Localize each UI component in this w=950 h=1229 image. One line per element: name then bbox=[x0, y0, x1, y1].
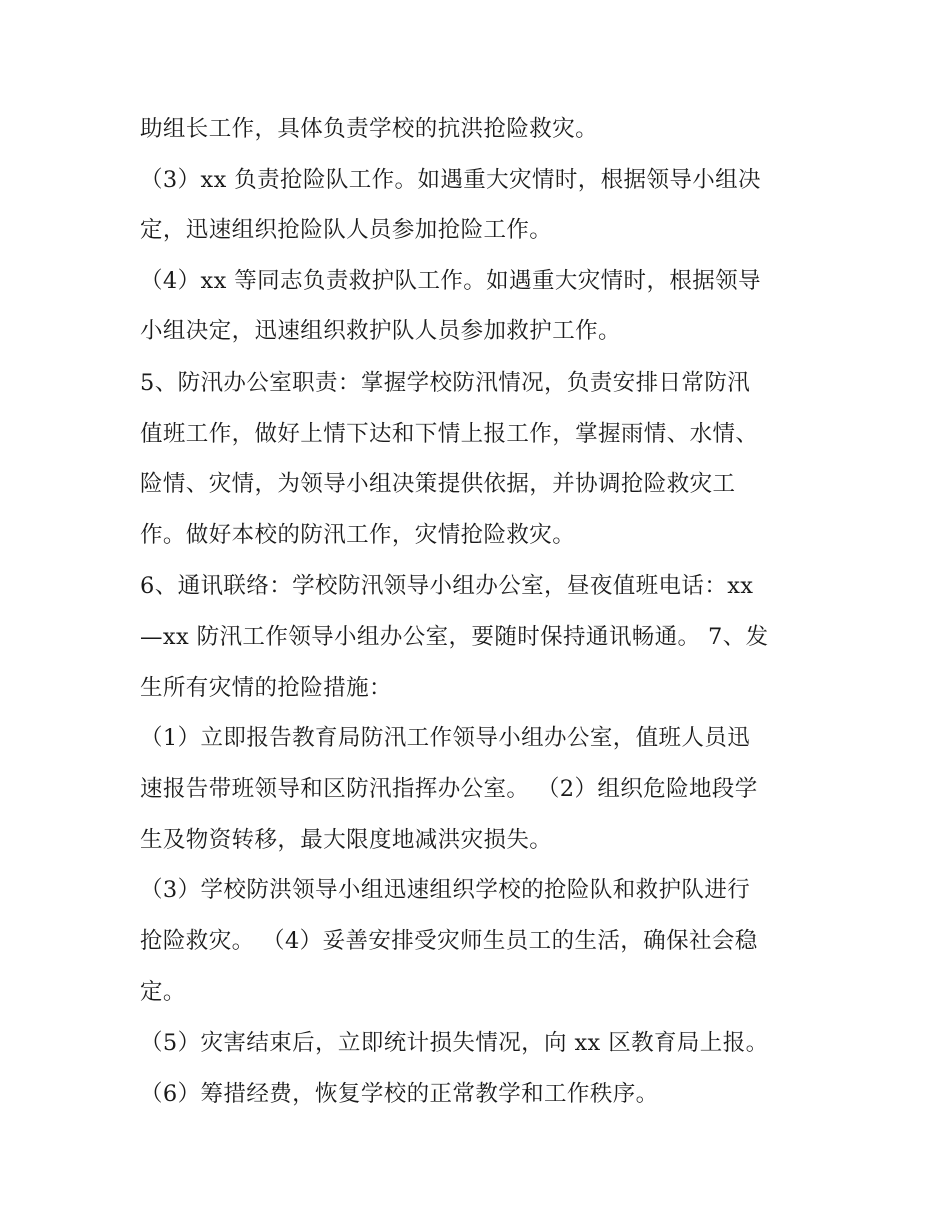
text-line-10: 6、通讯联络：学校防汛领导小组办公室，昼夜值班电话：xx bbox=[140, 573, 754, 599]
text-line-5: 小组决定，迅速组织救护队人员参加救护工作。 bbox=[140, 318, 621, 344]
text-line-7: 值班工作，做好上情下达和下情上报工作，掌握雨情、水情、 bbox=[140, 421, 759, 447]
text-line-16: （3）学校防洪领导小组迅速组织学校的抢险队和救护队进行 bbox=[140, 877, 751, 903]
text-line-20: （6）筹措经费，恢复学校的正常教学和工作秩序。 bbox=[140, 1081, 659, 1107]
text-line-19: （5）灾害结束后，立即统计损失情况，向 xx 区教育局上报。 bbox=[140, 1030, 769, 1056]
text-line-11: —xx 防汛工作领导小组办公室，要随时保持通讯畅通。 7、发 bbox=[140, 624, 769, 650]
text-line-8: 险情、灾情，为领导小组决策提供依据，并协调抢险救灾工 bbox=[140, 471, 736, 497]
text-line-6: 5、防汛办公室职责：掌握学校防汛情况，负责安排日常防汛 bbox=[140, 370, 751, 396]
text-line-12: 生所有灾情的抢险措施： bbox=[140, 675, 392, 701]
text-line-14: 速报告带班领导和区防汛指挥办公室。 （2）组织危险地段学 bbox=[140, 776, 758, 802]
text-line-4: （4）xx 等同志负责救护队工作。如遇重大灾情时，根据领导 bbox=[140, 268, 761, 294]
text-line-17: 抢险救灾。 （4）妥善安排受灾师生员工的生活，确保社会稳 bbox=[140, 928, 758, 954]
text-line-15: 生及物资转移，最大限度地减洪灾损失。 bbox=[140, 827, 553, 853]
text-line-18: 定。 bbox=[140, 979, 186, 1005]
text-line-13: （1）立即报告教育局防汛工作领导小组办公室，值班人员迅 bbox=[140, 725, 751, 751]
text-line-3: 定，迅速组织抢险队人员参加抢险工作。 bbox=[140, 217, 553, 243]
text-line-1: 助组长工作，具体负责学校的抗洪抢险救灾。 bbox=[140, 116, 599, 142]
text-line-9: 作。做好本校的防汛工作，灾情抢险救灾。 bbox=[140, 522, 576, 548]
text-line-2: （3）xx 负责抢险队工作。如遇重大灾情时，根据领导小组决 bbox=[140, 167, 761, 193]
